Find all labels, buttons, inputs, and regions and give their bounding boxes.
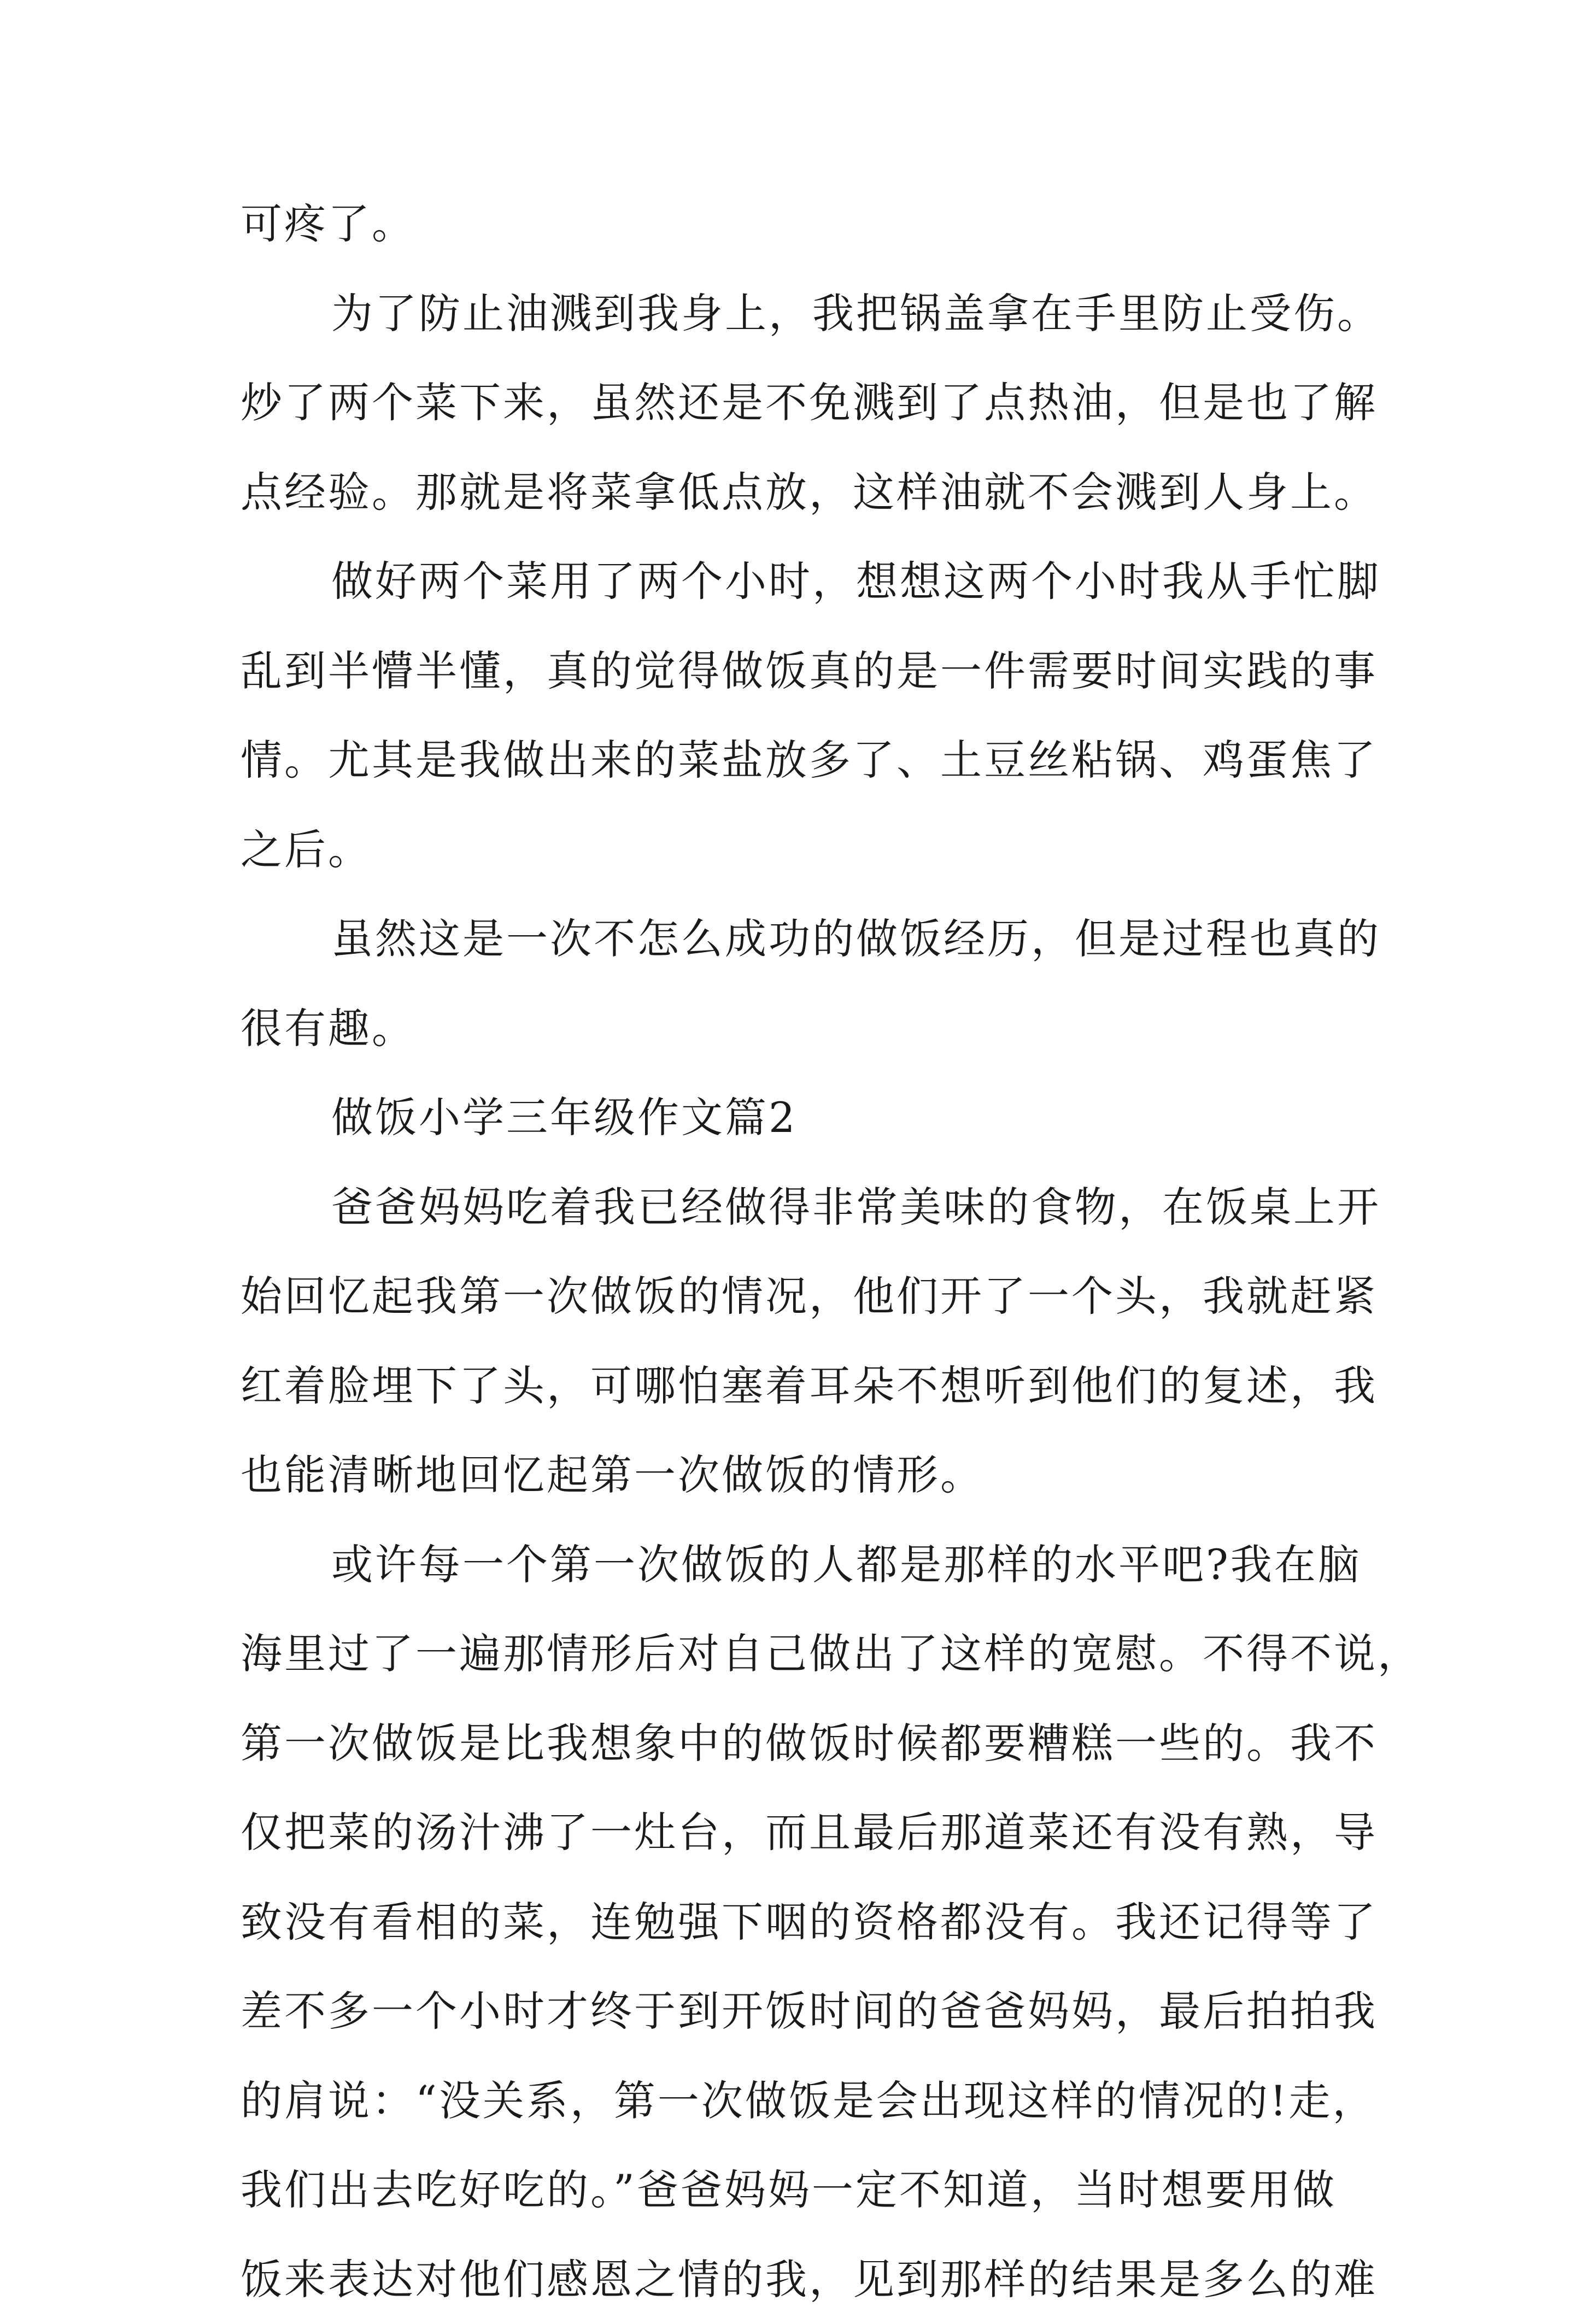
text-line: 海里过了一遍那情形后对自己做出了这样的宽慰。不得不说， bbox=[241, 1609, 1356, 1699]
text-line: 之后。 bbox=[241, 805, 1356, 895]
text-line: 第一次做饭是比我想象中的做饭时候都要糟糕一些的。我不 bbox=[241, 1699, 1356, 1788]
text-line: 仅把菜的汤汁沸了一灶台，而且最后那道菜还有没有熟，导 bbox=[241, 1788, 1356, 1877]
text-line: 的肩说：“没关系，第一次做饭是会出现这样的情况的!走， bbox=[241, 2056, 1356, 2146]
text-line: 情。尤其是我做出来的菜盐放多了、土豆丝粘锅、鸡蛋焦了 bbox=[241, 715, 1356, 805]
text-line: 乱到半懵半懂，真的觉得做饭真的是一件需要时间实践的事 bbox=[241, 626, 1356, 716]
text-line: 炒了两个菜下来，虽然还是不免溅到了点热油，但是也了解 bbox=[241, 358, 1356, 448]
text-line: 始回忆起我第一次做饭的情况，他们开了一个头，我就赶紧 bbox=[241, 1252, 1356, 1341]
text-line: 致没有看相的菜，连勉强下咽的资格都没有。我还记得等了 bbox=[241, 1877, 1356, 1967]
text-line: 红着脸埋下了头，可哪怕塞着耳朵不想听到他们的复述，我 bbox=[241, 1341, 1356, 1431]
paragraph-start: 或许每一个第一次做饭的人都是那样的水平吧?我在脑 bbox=[241, 1520, 1356, 1610]
text-line: 饭来表达对他们感恩之情的我，见到那样的结果是多么的难 bbox=[241, 2235, 1356, 2324]
text-line: 可疼了。 bbox=[241, 179, 1356, 269]
text-line: 差不多一个小时才终于到开饭时间的爸爸妈妈，最后拍拍我 bbox=[241, 1967, 1356, 2056]
essay-body bbox=[241, 179, 1356, 2324]
paragraph-start: 虽然这是一次不怎么成功的做饭经历，但是过程也真的 bbox=[241, 894, 1356, 984]
paragraph-start: 爸爸妈妈吃着我已经做得非常美味的食物，在饭桌上开 bbox=[241, 1163, 1356, 1252]
paragraph-start: 为了防止油溅到我身上，我把锅盖拿在手里防止受伤。 bbox=[241, 269, 1356, 359]
text-line: 也能清晰地回忆起第一次做饭的情形。 bbox=[241, 1430, 1356, 1520]
paragraph-start: 做好两个菜用了两个小时，想想这两个小时我从手忙脚 bbox=[241, 537, 1356, 626]
section-heading: 做饭小学三年级作文篇2 bbox=[241, 1073, 1356, 1163]
text-line: 很有趣。 bbox=[241, 984, 1356, 1073]
text-line: 我们出去吃好吃的。”爸爸妈妈一定不知道，当时想要用做 bbox=[241, 2145, 1356, 2235]
text-line: 点经验。那就是将菜拿低点放，这样油就不会溅到人身上。 bbox=[241, 448, 1356, 537]
